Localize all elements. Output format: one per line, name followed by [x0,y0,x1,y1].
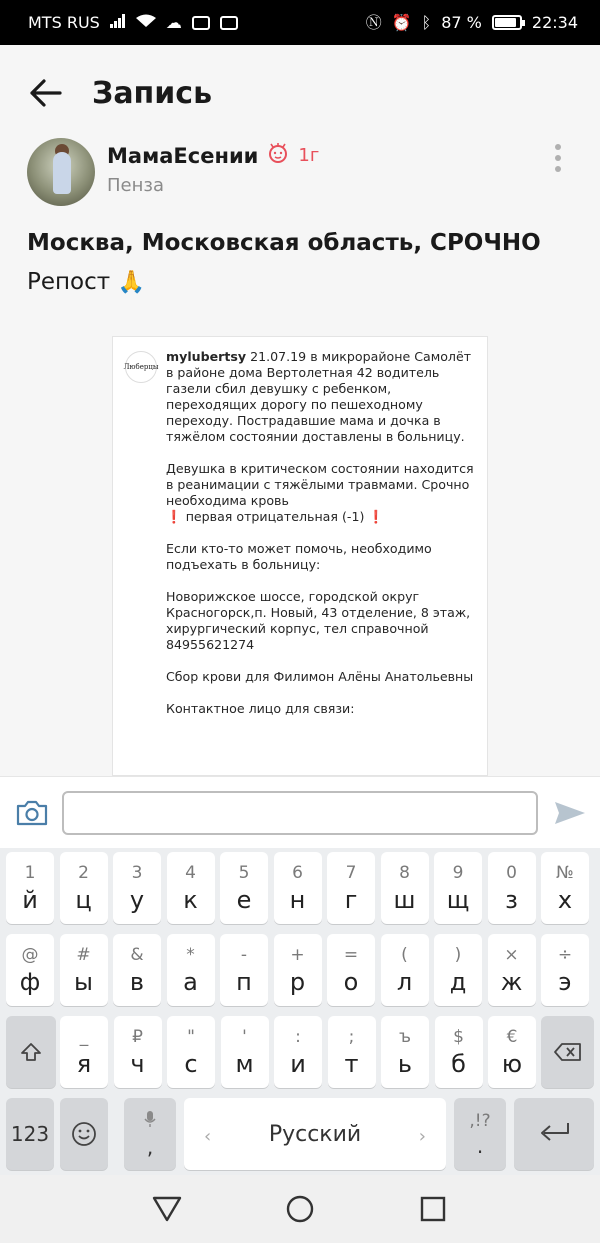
key-label: . [476,1133,484,1158]
key-secondary-label: : [295,1026,301,1047]
author-avatar[interactable] [27,138,95,206]
key-secondary-label: № [556,862,574,883]
arrow-left-icon [30,79,62,107]
embedded-avatar-label: Люберцы [123,363,159,371]
battery-percent: 87 % [441,13,482,32]
space-key[interactable] [184,1098,446,1170]
key-й[interactable] [6,852,54,924]
battery-icon [492,15,522,30]
comment-input[interactable] [62,791,538,835]
key-ш[interactable] [381,852,429,924]
dot-icon [555,155,561,161]
embedded-paragraph-5: Сбор крови для Филимон Алёны Анатольевны [166,669,474,684]
key-label: я [76,1049,92,1078]
child-age-badge: 1г [298,145,320,166]
key-secondary-label: 6 [292,862,303,883]
key-label: г [344,885,358,914]
key-secondary-label: ÷ [557,944,573,965]
key-secondary-label: 4 [185,862,196,883]
post-text-line2 [27,265,577,300]
key-ч[interactable] [114,1016,162,1088]
key-label: р [289,967,306,996]
key-label: м [235,1049,254,1078]
send-button[interactable] [550,793,590,833]
cloud-icon: ☁ [165,12,182,32]
key-label: , [146,1135,154,1159]
key-label: ю [501,1049,523,1078]
comma-key[interactable] [124,1098,176,1170]
key-label: 123 [10,1122,50,1146]
chevron-left-icon: ‹ [204,1126,212,1147]
embedded-username: mylubertsy [166,349,247,364]
key-label: э [558,967,572,996]
shift-icon [20,1042,42,1062]
backspace-icon [553,1042,583,1062]
key-label: ы [74,967,93,996]
embedded-paragraph-3: Если кто-то может помочь, необходимо подъехать в больницу: [166,541,432,572]
enter-key[interactable] [514,1098,594,1170]
key-label: ь [397,1049,413,1078]
carrier-name: MTS RUS [28,13,100,32]
key-secondary-label: + [290,944,305,965]
key-label: х [557,885,573,914]
key-secondary-label: 7 [345,862,357,883]
key-о[interactable] [327,934,375,1006]
key-label: ф [19,967,41,996]
key-т[interactable] [328,1016,376,1088]
key-secondary-label: - [240,944,248,965]
app-header [0,45,600,141]
key-secondary-label: ,!? [469,1110,491,1131]
key-label: д [449,967,467,996]
post-text [27,226,577,299]
key-secondary-label: $ [453,1026,464,1047]
key-у[interactable] [113,852,161,924]
embedded-blood-type: первая отрицательная (-1) [181,509,369,524]
period-key[interactable] [454,1098,506,1170]
key-г[interactable] [327,852,375,924]
key-ь[interactable] [381,1016,429,1088]
comment-input-bar [0,776,600,848]
key-ц[interactable] [60,852,108,924]
key-secondary-label: 2 [78,862,89,883]
post-author [0,138,600,218]
author-info [107,142,319,196]
key-secondary-label: 5 [238,862,250,883]
key-secondary-label: 1 [24,862,36,883]
backspace-key[interactable] [541,1016,594,1088]
key-label: о [343,967,359,996]
clock: 22:34 [531,13,578,32]
key-secondary-label: 3 [131,862,143,883]
system-nav-bar [0,1175,600,1243]
nfc-icon: Ⓝ [365,12,382,32]
key-label: ч [130,1049,145,1078]
embedded-post-text [166,349,478,733]
key-а[interactable] [167,934,215,1006]
key-secondary-label: 9 [452,862,464,883]
page-title: Запись [92,75,213,111]
key-label: щ [446,885,470,914]
triangle-back-icon [152,1196,182,1222]
nav-home-button[interactable] [275,1184,325,1234]
space-key-label: Русский [268,1121,362,1147]
key-label: п [236,967,252,996]
key-label: з [505,885,518,914]
keyboard [0,848,600,1175]
key-к[interactable] [167,852,215,924]
key-label: к [183,885,198,914]
key-label: а [183,967,198,996]
key-secondary-label: ₽ [132,1026,143,1047]
square-recents-icon [419,1195,447,1223]
key-secondary-label: 8 [399,862,410,883]
key-ю[interactable] [488,1016,536,1088]
exclamation-icon: ❗ [166,509,182,524]
key-secondary-label: ъ [398,1026,411,1047]
key-secondary-label: ( [401,944,408,965]
key-secondary-label: 0 [506,862,517,883]
camera-button[interactable] [12,793,52,833]
key-ж[interactable] [488,934,536,1006]
key-label: ц [75,885,92,914]
send-icon [553,799,587,827]
key-с[interactable] [167,1016,215,1088]
pray-emoji: 🙏 [117,269,145,295]
key-secondary-label: ) [454,944,462,965]
embedded-paragraph-4: Новорижское шоссе, городской округ Красногорск,п. Новый, 43 отделение, 8 этаж, хирургический корпус, тел справочной 84955621274 [166,589,471,652]
key-з[interactable] [488,852,536,924]
more-options-button[interactable] [546,140,570,176]
key-label: е [236,885,252,914]
key-н[interactable] [274,852,322,924]
key-secondary-label: ; [348,1026,355,1047]
key-р[interactable] [274,934,322,1006]
microphone-icon [144,1111,156,1131]
app-notification-icon [220,16,238,30]
key-label: с [184,1049,198,1078]
author-city: Пенза [107,175,164,196]
key-и[interactable] [274,1016,322,1088]
smiley-icon [71,1121,97,1147]
post-text-line1: Москва, Московская область, СРОЧНО [27,230,541,256]
key-л[interactable] [381,934,429,1006]
key-д[interactable] [434,934,482,1006]
key-э[interactable] [541,934,589,1006]
status-bar [0,0,600,45]
key-ф[interactable] [6,934,54,1006]
message-icon [192,16,210,30]
embedded-avatar [125,351,157,383]
baby-icon [266,142,290,169]
post-repost-word: Репост [27,268,111,295]
key-label: л [396,967,413,996]
key-secondary-label: # [76,944,91,965]
key-label: в [129,967,145,996]
battery-fill [495,18,516,27]
signal-icon [110,14,126,31]
embedded-paragraph-2-text: Девушка в критическом состоянии находится в реанимации с тяжёлыми травмами. Срочно необходима кровь [166,461,474,508]
key-secondary-label: " [187,1026,195,1047]
key-label: ш [393,885,416,914]
numbers-key[interactable] [6,1098,54,1170]
key-х[interactable] [541,852,589,924]
dot-icon [555,144,561,150]
key-secondary-label: € [506,1026,518,1047]
embedded-paragraph-6: Контактное лицо для связи: [166,701,355,716]
circle-home-icon [285,1194,315,1224]
author-name[interactable]: МамаЕсении [107,143,259,168]
key-label: ж [500,967,523,996]
key-secondary-label: _ [79,1026,89,1047]
post-image[interactable] [112,336,488,776]
status-bar-left [28,13,238,32]
key-е[interactable] [220,852,268,924]
wifi-icon [136,14,156,31]
key-label: н [289,885,306,914]
key-в[interactable] [113,934,161,1006]
embedded-paragraph-2 [166,461,478,525]
key-п[interactable] [220,934,268,1006]
key-secondary-label: @ [21,944,39,965]
embedded-paragraph-1 [166,349,478,445]
emoji-key[interactable] [60,1098,108,1170]
bluetooth-icon: ᛒ [421,12,432,32]
enter-icon [536,1121,572,1147]
status-bar-right [366,13,578,32]
shift-key[interactable] [6,1016,56,1088]
exclamation-icon: ❗ [368,509,385,524]
key-я[interactable] [60,1016,108,1088]
camera-icon [15,799,49,827]
key-label: и [290,1049,306,1078]
key-label: у [129,885,145,914]
key-secondary-label: & [130,944,144,965]
key-secondary-label: × [504,944,519,965]
key-щ[interactable] [434,852,482,924]
nav-back-button[interactable] [142,1184,192,1234]
avatar-figure [53,152,71,194]
key-м[interactable] [221,1016,269,1088]
key-secondary-label: = [343,944,359,965]
key-label: й [22,885,38,914]
key-label: т [344,1049,359,1078]
key-ы[interactable] [60,934,108,1006]
dot-icon [555,166,561,172]
key-б[interactable] [435,1016,483,1088]
key-label: б [451,1049,466,1078]
back-button[interactable] [16,63,76,123]
alarm-icon: ⏰ [391,12,412,32]
key-secondary-label: * [186,944,195,965]
author-line [107,142,319,169]
chevron-right-icon: › [418,1126,426,1147]
embedded-paragraph-1-text: 21.07.19 в микрорайоне Самолёт в районе дома Вертолетная 42 водитель газели сбил девушку с ребенком, переходящих дорогу по пешеходному переходу. Пострадавшие мама и дочка в тяжёлом состоянии доставлены в больницу. [166,349,472,444]
nav-recents-button[interactable] [408,1184,458,1234]
key-secondary-label: ' [242,1026,247,1047]
